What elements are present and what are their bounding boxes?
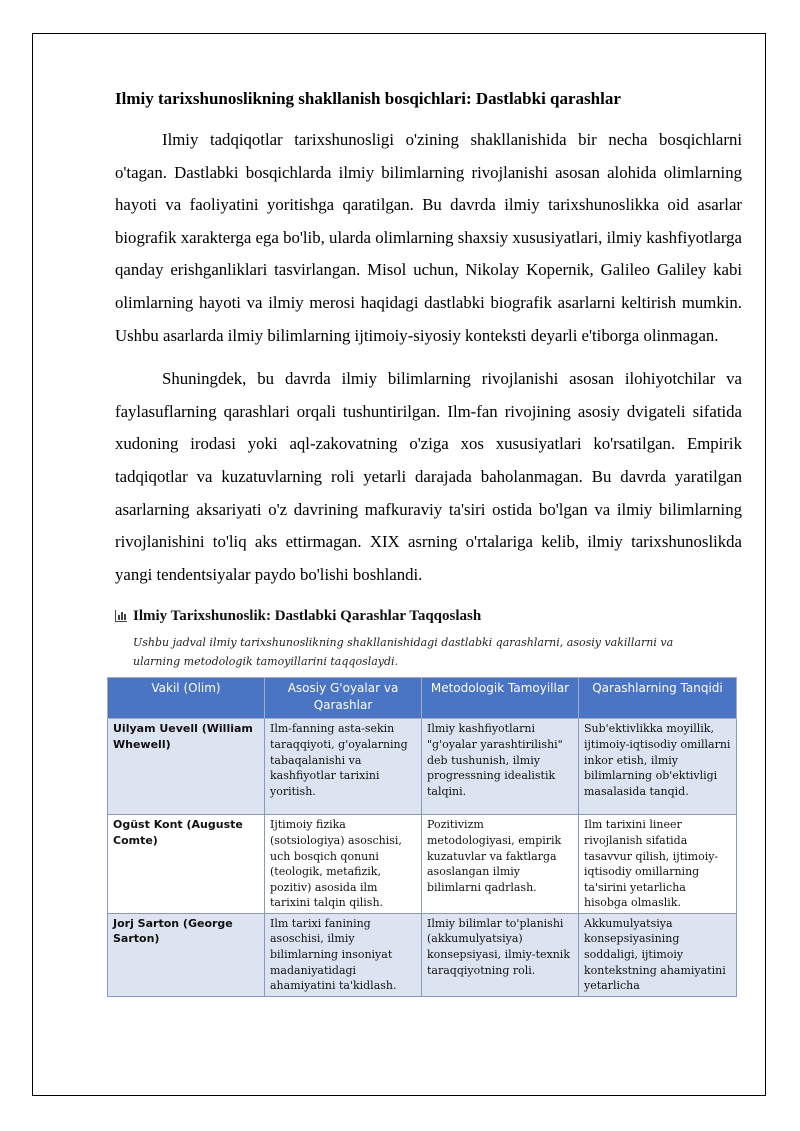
table-cell: Jorj Sarton (George Sarton) xyxy=(108,913,265,996)
table-title xyxy=(115,605,742,627)
table-cell: Ilmiy kashfiyotlarni "g'oyalar yarashtirilishi" deb tushunish, ilmiy progressning idealistik talqini. xyxy=(422,719,579,815)
table-row xyxy=(108,815,737,914)
section-heading: Ilmiy tarixshunoslikning shakllanish bosqichlari: Dastlabki qarashlar xyxy=(115,89,621,108)
table-cell: Ogüst Kont (Auguste Comte) xyxy=(108,815,265,914)
table-title-text: Ilmiy Tarixshunoslik: Dastlabki Qarashlar Taqqoslash xyxy=(133,608,482,625)
table-caption: Ushbu jadval ilmiy tarixshunoslikning shakllanishidagi dastlabki qarashlarni, asosiy vakillarni va ularning metodologik tamoyillarini taqqoslaydi. xyxy=(133,636,674,669)
paragraph-2: Shuningdek, bu davrda ilmiy bilimlarning rivojlanishi asosan ilohiyotchilar va faylasuflarning qarashlari orqali tushuntirilgan. Ilm-fan rivojining asosiy dvigateli sifatida xudoning irodasi yoki aql-zakovatning o'ziga xos xususiyatlari ko'rsatilgan. Empirik tadqiqotlar va kuzatuvlarning roli yetarli darajada baholanmagan. Bu davrda yaratilgan asarlarning aksariyati o'z davrining mafkuraviy ta'siri ostida bo'lgan va ilmiy bilimlarning rivojlanishini to'liq aks ettirmagan. XIX asrning o'rtalariga kelib, ilmiy tarixshunoslikda yangi tendentsiyalar paydo bo'lishi boshlandi. xyxy=(115,369,742,584)
table-cell: Ilm tarixi fanining asoschisi, ilmiy bilimlarning insoniyat madaniyatidagi ahamiyatini ta'kidlash. xyxy=(265,913,422,996)
table-row xyxy=(108,913,737,996)
table-cell: Ijtimoiy fizika (sotsiologiya) asoschisi, uch bosqich qonuni (teologik, metafizik, pozitiv) asosida ilm tarixini talqin qilish. xyxy=(265,815,422,914)
table-header-cell: Qarashlarning Tanqidi xyxy=(579,678,737,719)
bar-chart-icon xyxy=(115,610,127,622)
comparison-table xyxy=(107,677,737,997)
table-header-cell: Metodologik Tamoyillar xyxy=(422,678,579,719)
table-cell: Akkumulyatsiya konsepsiyasining soddaligi, ijtimoiy kontekstning ahamiyatini yetarlicha xyxy=(579,913,737,996)
table-cell: Pozitivizm metodologiyasi, empirik kuzatuvlar va faktlarga asoslangan ilmiy bilimlarni qadrlash. xyxy=(422,815,579,914)
table-cell: Sub'ektivlikka moyillik, ijtimoiy-iqtisodiy omillarni inkor etish, ilmiy bilimlarning ob'ektivligi masalasida tanqid. xyxy=(579,719,737,815)
table-cell: Ilm tarixini lineer rivojlanish sifatida tasavvur qilish, ijtimoiy-iqtisodiy omillarning ta'sirini yetarlicha hisobga olmaslik. xyxy=(579,815,737,914)
table-header-cell: Vakil (Olim) xyxy=(108,678,265,719)
table-cell: Ilm-fanning asta-sekin taraqqiyoti, g'oyalarning tabaqalanishi va kashfiyotlar tarixini yoritish. xyxy=(265,719,422,815)
table-header-cell: Asosiy G'oyalar va Qarashlar xyxy=(265,678,422,719)
table-cell: Uilyam Uevell (William Whewell) xyxy=(108,719,265,815)
table-header-row xyxy=(108,678,737,719)
document-body xyxy=(115,86,742,997)
table-row xyxy=(108,719,737,815)
table-cell: Ilmiy bilimlar to'planishi (akkumulyatsiya) konsepsiyasi, ilmiy-texnik taraqqiyotning roli. xyxy=(422,913,579,996)
paragraph-1: Ilmiy tadqiqotlar tarixshunosligi o'zining shakllanishida bir necha bosqichlarni o'tagan. Dastlabki bosqichlarda ilmiy bilimlarning rivojlanishi asosan alohida olimlarning hayoti va faoliyatini yoritishga qaratilgan. Bu davrda ilmiy tarixshunoslikka oid asarlar biografik xarakterga ega bo'lib, ularda olimlarning shaxsiy xususiyatlari, ilmiy kashfiyotlarga qanday erishganliklari tasvirlangan. Misol uchun, Nikolay Kopernik, Galileo Galiley kabi olimlarning hayoti va ilmiy merosi haqidagi dastlabki biografik asarlarni keltirish mumkin. Ushbu asarlarda ilmiy bilimlarning ijtimoiy-siyosiy konteksti deyarli e'tiborga olinmagan. xyxy=(115,130,742,345)
